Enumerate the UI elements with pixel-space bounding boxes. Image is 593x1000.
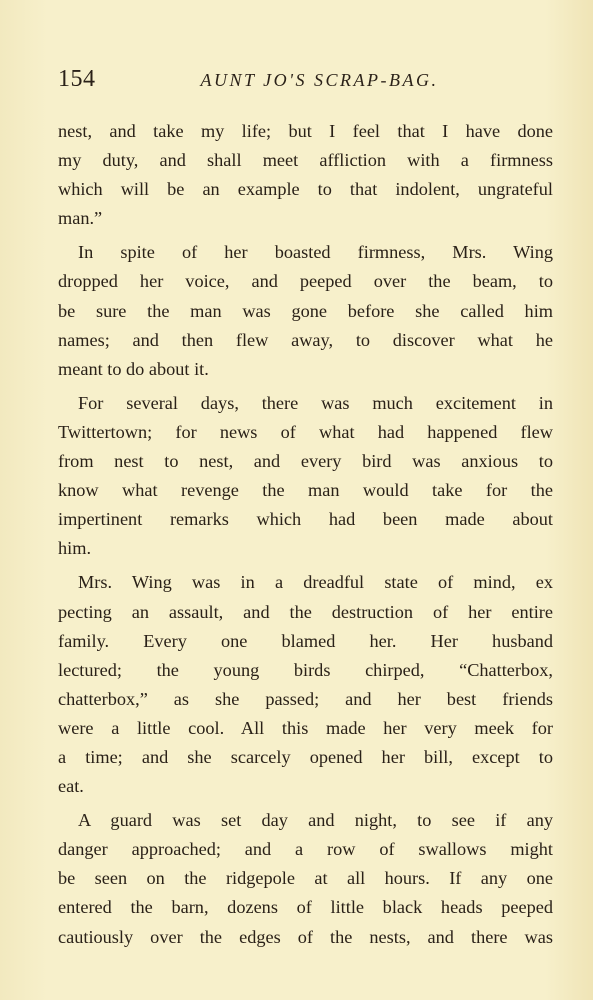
text-line: Mrs. Wing was in a dreadful state of mind, ex (78, 572, 553, 593)
text-line: eat. (58, 776, 84, 797)
text-line: be sure the man was gone before she called him (58, 300, 553, 321)
text-line: impertinent remarks which had been made about (58, 509, 553, 530)
text-line: be seen on the ridgepole at all hours. If any one (58, 868, 553, 889)
text-line: a time; and she scarcely opened her bill, except to (58, 746, 553, 767)
page-header (58, 66, 553, 96)
text-line: man.” (58, 208, 103, 229)
text-line: dropped her voice, and peeped over the beam, to (58, 271, 553, 292)
text-line: were a little cool. All this made her very meek for (58, 717, 553, 738)
text-line: In spite of her boasted firmness, Mrs. Wing (78, 242, 553, 263)
text-line: entered the barn, dozens of little black heads peeped (58, 897, 553, 918)
paragraph (58, 117, 553, 233)
page-number: 154 (58, 66, 96, 92)
text-line: my duty, and shall meet affliction with a firmness (58, 150, 553, 171)
text-line: family. Every one blamed her. Her husband (58, 630, 553, 651)
text-line: him. (58, 538, 92, 559)
text-line: which will be an example to that indolent, ungrateful (58, 179, 553, 200)
paragraph (58, 389, 553, 564)
paragraph (58, 238, 553, 383)
paragraph (58, 568, 553, 801)
text-line: know what revenge the man would take for the (58, 480, 553, 501)
text-line: danger approached; and a row of swallows might (58, 839, 553, 860)
text-line: lectured; the young birds chirped, “Chatterbox, (58, 659, 553, 680)
text-line: meant to do about it. (58, 358, 209, 379)
text-line: from nest to nest, and every bird was anxious to (58, 451, 553, 472)
text-line: cautiously over the edges of the nests, and there was (58, 926, 553, 947)
text-line: chatterbox,” as she passed; and her best friends (58, 688, 553, 709)
running-head: AUNT JO'S SCRAP-BAG. (200, 70, 439, 90)
text-line: Twittertown; for news of what had happened flew (58, 421, 553, 442)
paragraph (58, 806, 553, 951)
text-line: pecting an assault, and the destruction of her entire (58, 601, 553, 622)
text-line: A guard was set day and night, to see if any (78, 810, 553, 831)
text-line: names; and then flew away, to discover what he (58, 329, 553, 350)
body-text (58, 117, 553, 952)
text-line: nest, and take my life; but I feel that I have done (58, 121, 553, 141)
text-line: For several days, there was much excitement in (78, 392, 553, 413)
